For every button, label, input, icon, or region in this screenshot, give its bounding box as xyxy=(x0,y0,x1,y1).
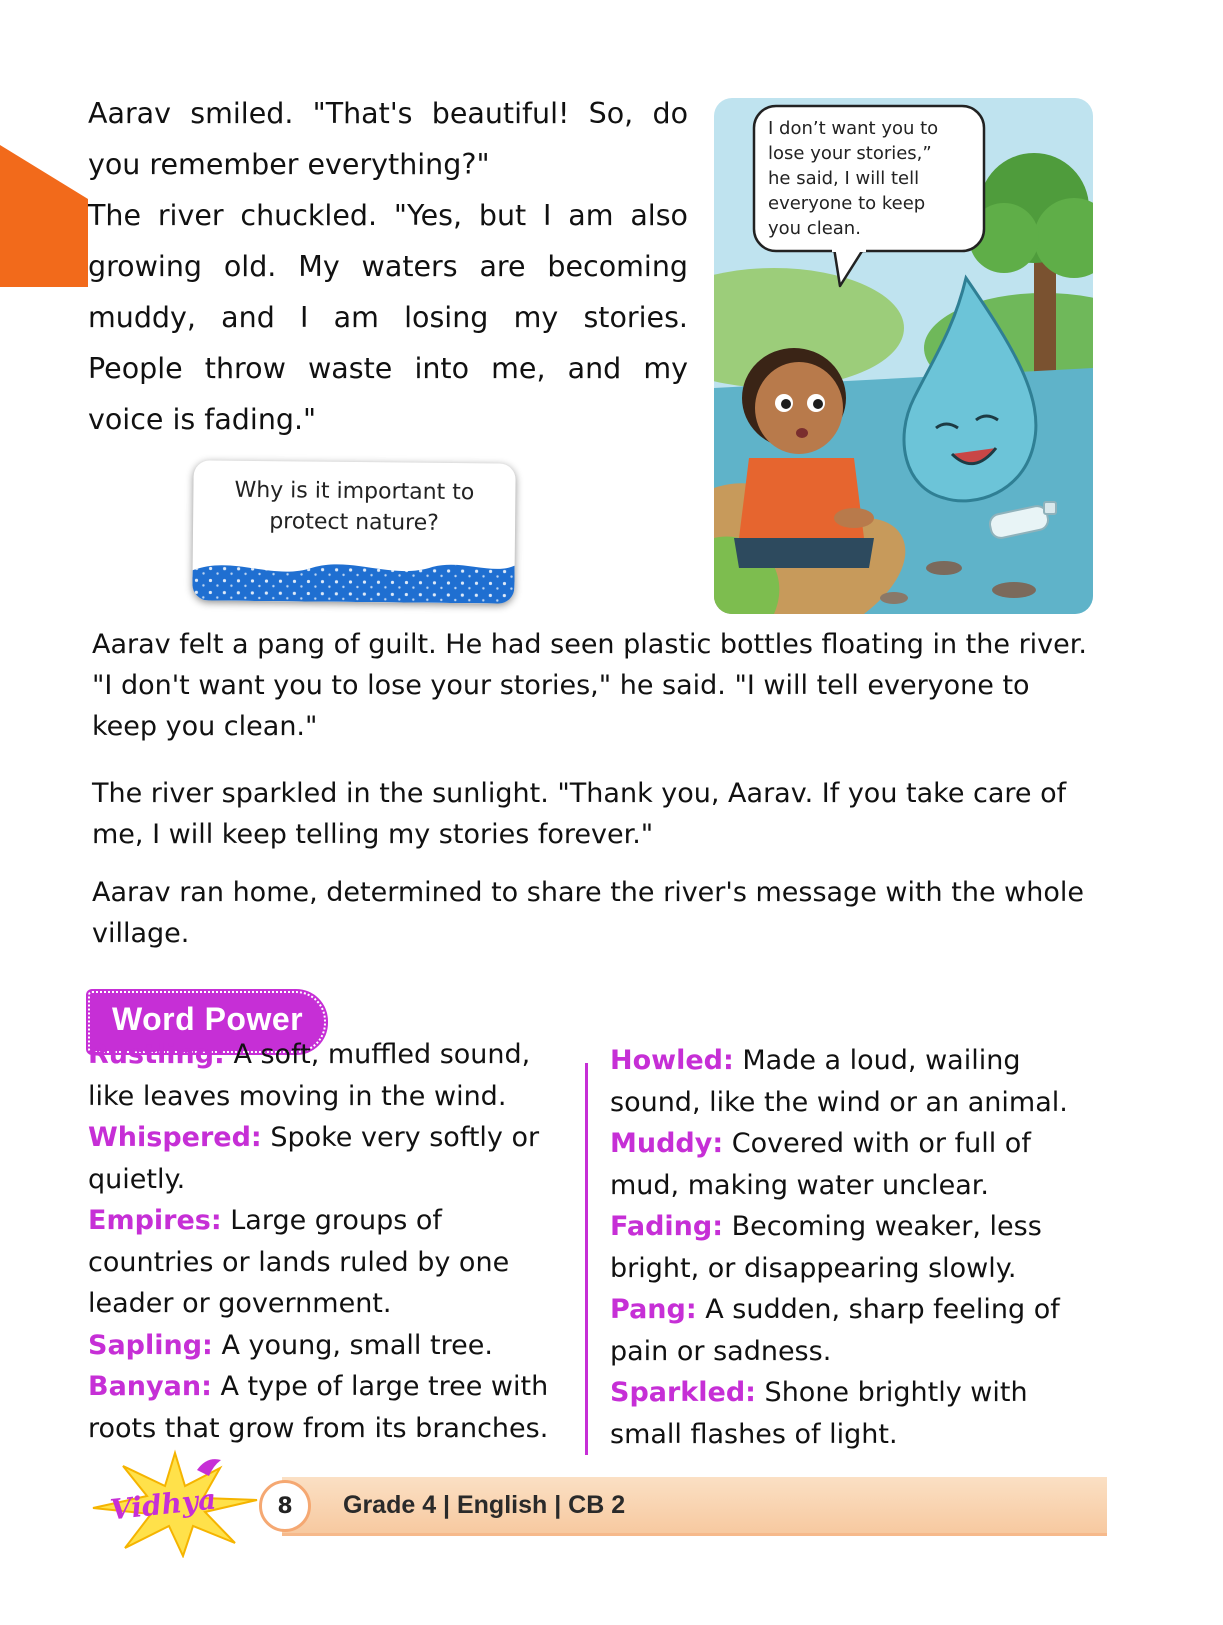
story-top-text xyxy=(88,88,688,445)
vocab-entry xyxy=(88,1034,566,1117)
footer-label: Grade 4 | English | CB 2 xyxy=(343,1491,626,1519)
vocab-term: Pang: xyxy=(610,1294,697,1325)
vocab-definition: A sudden, sharp feeling of pain or sadness. xyxy=(610,1294,1060,1367)
vocab-definition: Covered with or full of mud, making water unclear. xyxy=(610,1128,1031,1201)
vocab-term: Sparkled: xyxy=(610,1377,756,1408)
vocab-term: Rustling: xyxy=(88,1039,225,1070)
vidhya-logo xyxy=(85,1448,265,1558)
vocab-term: Empires: xyxy=(88,1205,222,1236)
page-number-badge xyxy=(259,1480,311,1532)
vocab-entry xyxy=(88,1366,566,1449)
question-text xyxy=(193,474,516,539)
vocab-definition: Spoke very softly or quietly. xyxy=(88,1122,540,1195)
speech-line-5: you clean. xyxy=(768,218,861,239)
question-card xyxy=(192,460,515,603)
speech-bubble-text xyxy=(768,116,968,241)
footer-underline xyxy=(282,1533,1107,1536)
vocab-definition: Shone brightly with small flashes of light. xyxy=(610,1377,1028,1450)
vocab-entry xyxy=(610,1206,1090,1289)
question-line-1: Why is it important to xyxy=(234,477,475,506)
speech-line-4: everyone to keep xyxy=(768,193,926,214)
vocab-left-column xyxy=(88,1034,566,1449)
speech-line-3: he said, I will tell xyxy=(768,168,920,189)
vocab-definition: Made a loud, wailing sound, like the wind or an animal. xyxy=(610,1045,1068,1118)
vocab-term: Muddy: xyxy=(610,1128,724,1159)
speech-line-2: lose your stories,” xyxy=(768,143,932,164)
vocab-term: Banyan: xyxy=(88,1371,212,1402)
story-paragraph-4: The river sparkled in the sunlight. "Thank you, Aarav. If you take care of me, I will keep telling my stories forever." xyxy=(92,778,1067,850)
vocab-definition: Large groups of countries or lands ruled by one leader or government. xyxy=(88,1205,510,1319)
story-paragraph-5: Aarav ran home, determined to share the river's message with the whole village. xyxy=(92,877,1084,949)
vocab-entry xyxy=(610,1123,1090,1206)
story-paragraph-3: Aarav felt a pang of guilt. He had seen plastic bottles floating in the river. "I don't want you to lose your stories," he said. "I will tell everyone to keep you clean." xyxy=(92,629,1087,742)
vocab-right-column xyxy=(610,1040,1090,1455)
vocab-term: Howled: xyxy=(610,1045,734,1076)
vocab-entry xyxy=(88,1117,566,1200)
vocab-definition: A young, small tree. xyxy=(212,1329,493,1361)
vocab-entry xyxy=(88,1200,566,1325)
vocab-entry xyxy=(610,1372,1090,1455)
wave-pattern xyxy=(192,552,514,603)
speech-line-1: I don’t want you to xyxy=(768,118,939,139)
word-power-title: Word Power xyxy=(112,1001,304,1037)
vocab-term: Sapling: xyxy=(88,1329,213,1361)
vocab-term: Whispered: xyxy=(88,1122,262,1153)
column-divider xyxy=(585,1063,588,1455)
vocab-definition: A type of large tree with roots that grow from its branches. xyxy=(88,1371,549,1444)
vocab-definition: Becoming weaker, less bright, or disappearing slowly. xyxy=(610,1211,1042,1284)
question-line-2: protect nature? xyxy=(269,509,440,536)
logo-text: Vidhya xyxy=(108,1482,218,1527)
story-illustration xyxy=(714,98,1093,614)
vocab-definition: A soft, muffled sound, like leaves moving in the wind. xyxy=(88,1039,531,1112)
vocab-entry xyxy=(88,1325,566,1367)
vocab-term: Fading: xyxy=(610,1211,724,1242)
vocab-entry xyxy=(610,1289,1090,1372)
corner-tab-decoration xyxy=(0,145,88,287)
story-paragraph-1: Aarav smiled. "That's beautiful! So, do you remember everything?" xyxy=(88,97,688,181)
page-number: 8 xyxy=(277,1494,293,1519)
vocab-entry xyxy=(610,1040,1090,1123)
story-paragraph-2: The river chuckled. "Yes, but I am also growing old. My waters are becoming muddy, and I am losing my stories. People throw waste into me, and my voice is fading." xyxy=(88,199,688,436)
